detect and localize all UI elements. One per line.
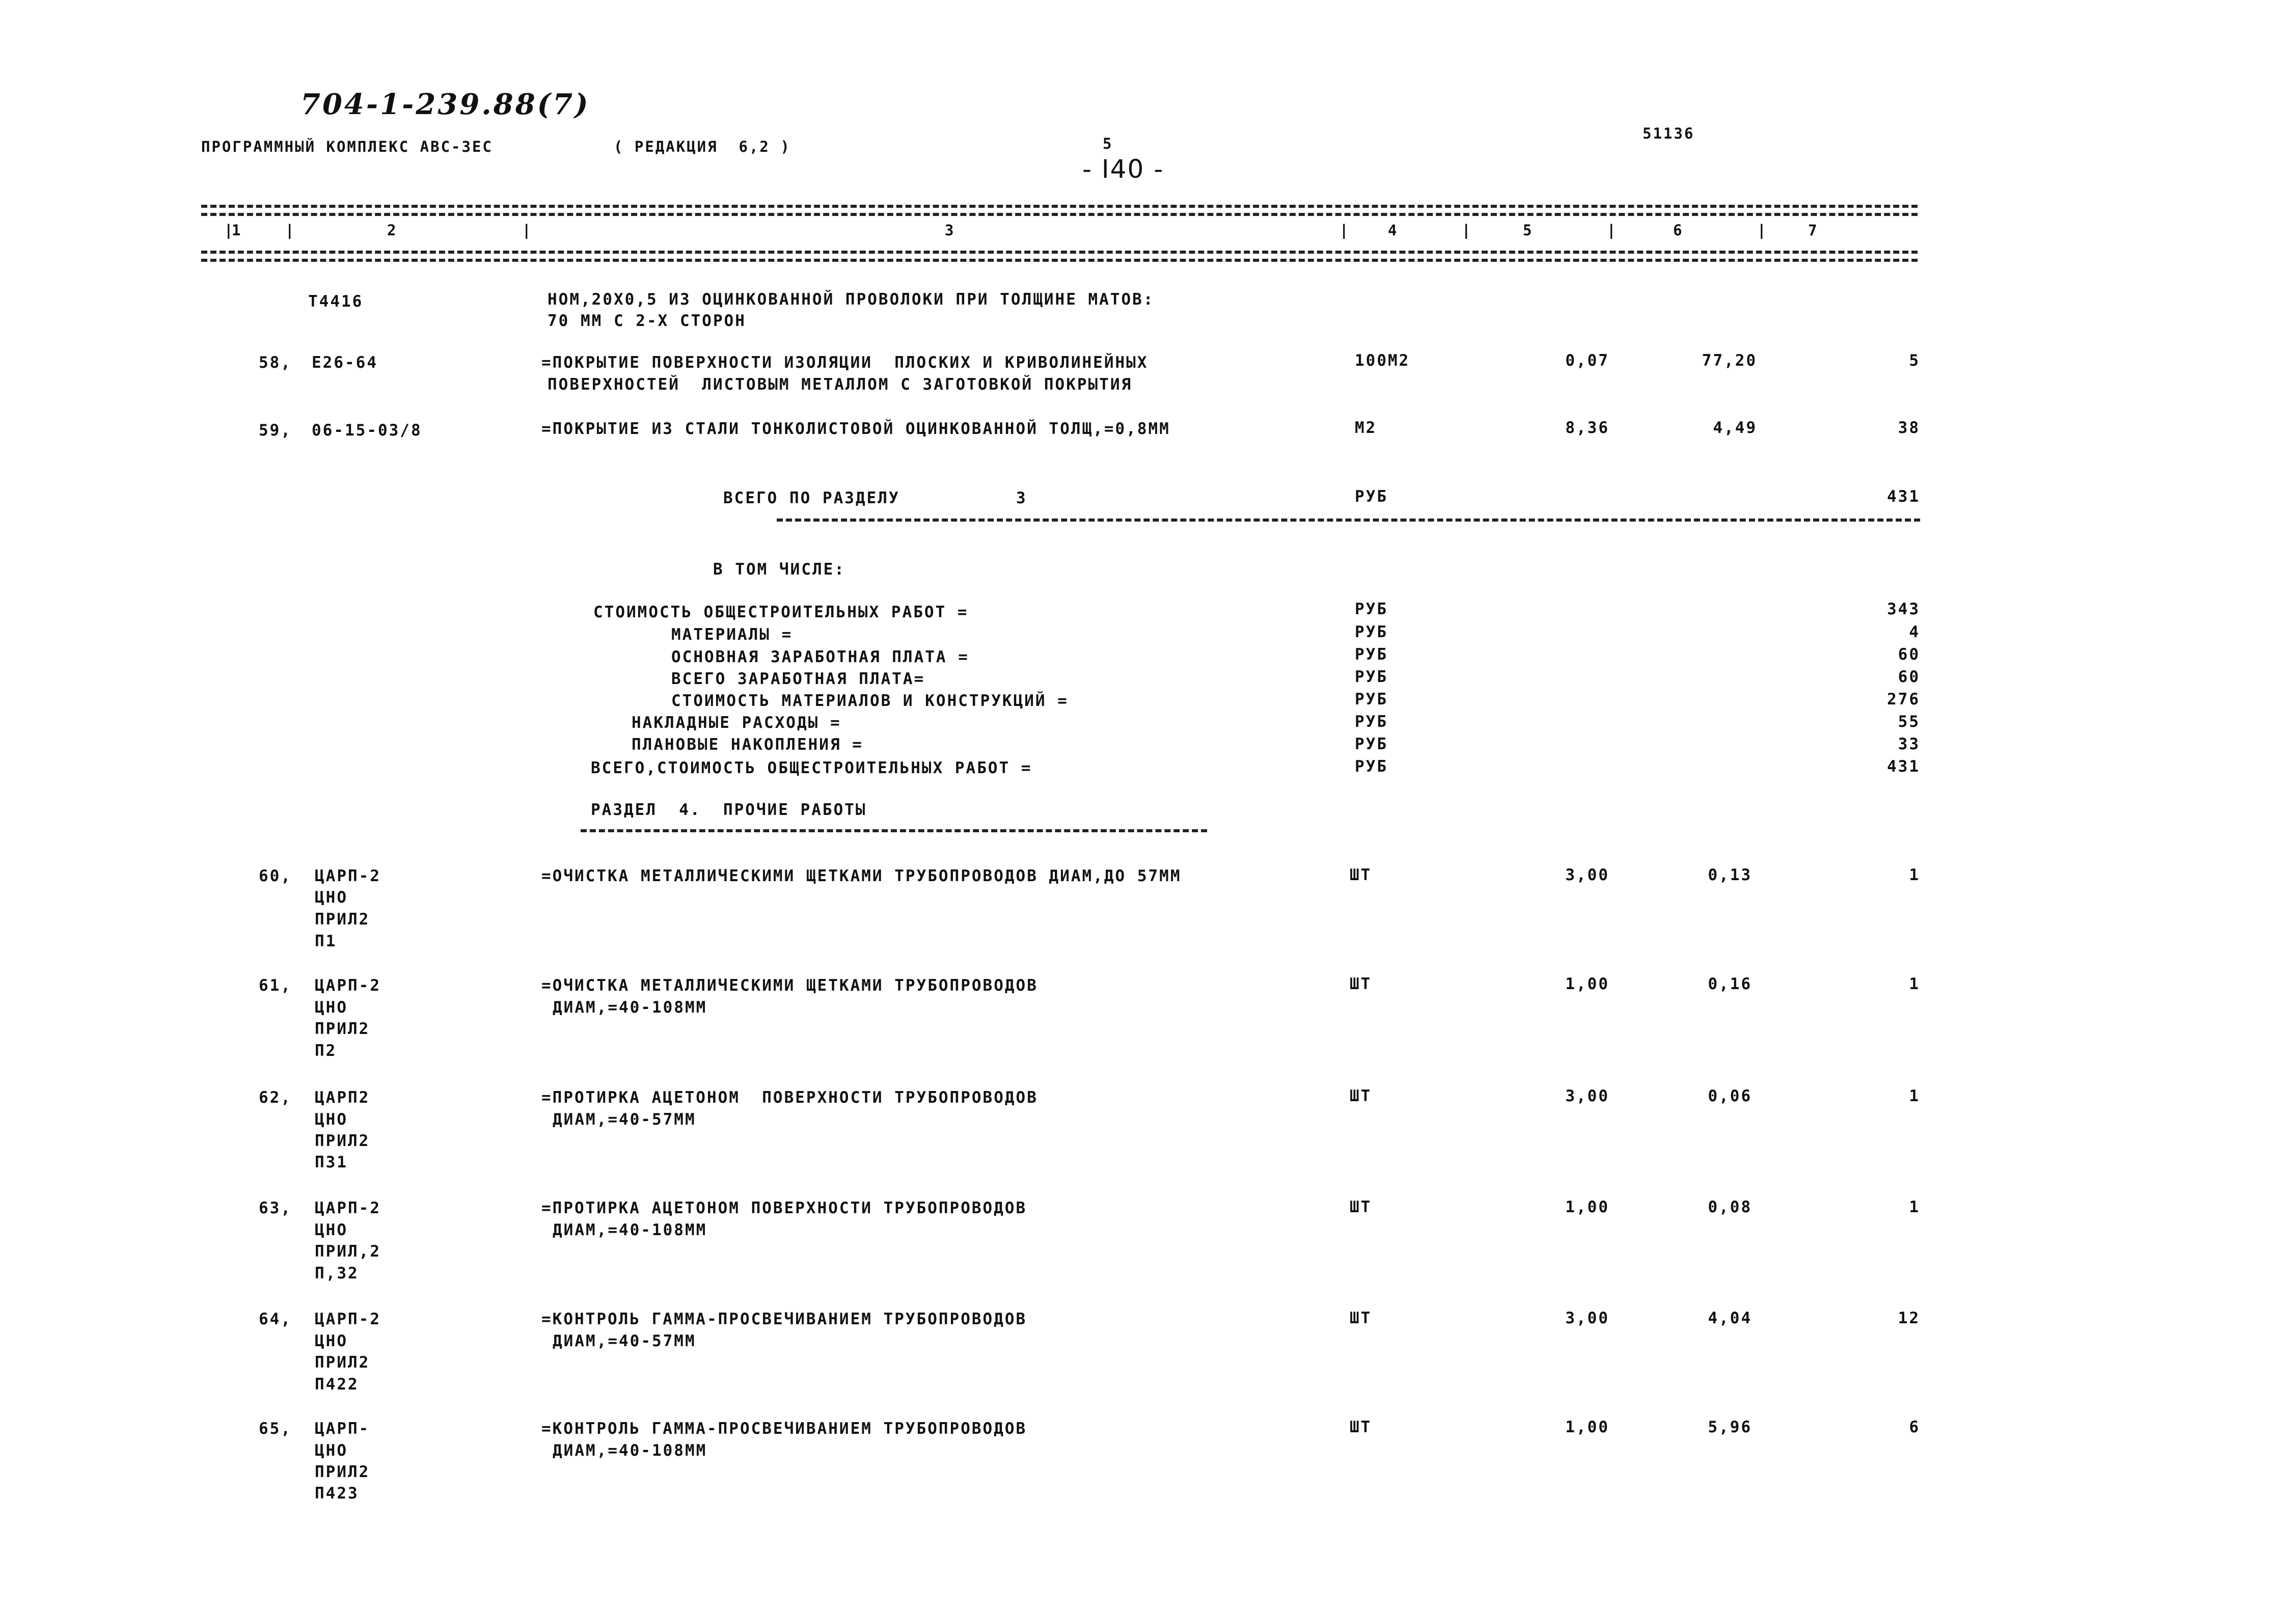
rule-header-bottom-2 [201, 259, 1918, 262]
section-title: РАЗДЕЛ 4. ПРОЧИЕ РАБОТЫ [591, 801, 867, 819]
col-header-4: 4 [1388, 222, 1399, 239]
row-price: 77,20 [1702, 351, 1757, 370]
including-item-value: 33 [1898, 735, 1920, 753]
item-code-line: ЦНО [315, 888, 348, 907]
item-code-line: ЦНО [315, 1441, 348, 1460]
including-title: В ТОМ ЧИСЛЕ: [713, 560, 845, 579]
page-number: - I40 - [1082, 154, 1164, 184]
item-code-line: ПРИЛ2 [315, 1463, 370, 1481]
item-code-line: ЦАРП- [315, 1420, 370, 1438]
row-description: =ПОКРЫТИЕ ПОВЕРХНОСТИ ИЗОЛЯЦИИ ПЛОСКИХ И КРИВОЛИНЕЙНЫХ [541, 353, 1149, 372]
item-quantity: 3,00 [1565, 866, 1609, 884]
header-number-5: 5 [1103, 135, 1113, 152]
item-number: 61, [259, 976, 292, 995]
item-code-line: П422 [315, 1375, 359, 1394]
including-item-label: ОСНОВНАЯ ЗАРАБОТНАЯ ПЛАТА = [671, 648, 969, 666]
item-quantity: 1,00 [1565, 1418, 1609, 1436]
item-code-line: П,32 [315, 1264, 359, 1283]
item-price: 0,08 [1708, 1198, 1752, 1216]
item-total: 12 [1898, 1309, 1920, 1327]
including-item-label: НАКЛАДНЫЕ РАСХОДЫ = [632, 714, 841, 732]
rule-header-bottom-1 [201, 251, 1918, 254]
item-description-cont: ДИАМ,=40-57ММ [553, 1110, 696, 1129]
item-number: 62, [259, 1088, 292, 1107]
item-description: =КОНТРОЛЬ ГАММА-ПРОСВЕЧИВАНИЕМ ТРУБОПРОВОДОВ [541, 1310, 1027, 1328]
item-description-cont: ДИАМ,=40-108ММ [553, 1221, 707, 1239]
item-code-line: ЦАРП-2 [315, 976, 381, 995]
section-total-label: ВСЕГО ПО РАЗДЕЛУ [723, 489, 900, 507]
col-header-6: 6 [1673, 222, 1684, 239]
item-total: 1 [1909, 1198, 1920, 1216]
including-item-label: СТОИМОСТЬ МАТЕРИАЛОВ И КОНСТРУКЦИЙ = [671, 692, 1069, 710]
item-code-line: ПРИЛ2 [315, 1353, 370, 1372]
col-sep-c: | [522, 222, 531, 239]
item-code-line: ПРИЛ2 [315, 1020, 370, 1038]
item-number: 64, [259, 1310, 292, 1328]
handwritten-code: 704-1-239.88(7) [300, 88, 590, 121]
including-item-label: ПЛАНОВЫЕ НАКОПЛЕНИЯ = [632, 735, 863, 754]
col-sep-e: | [1462, 222, 1471, 239]
including-item-unit: РУБ [1355, 713, 1388, 731]
rule-top-2 [201, 213, 1918, 216]
item-code-line: ЦАРП2 [315, 1088, 370, 1107]
item-code-line: П2 [315, 1042, 337, 1060]
including-item-label: ВСЕГО,СТОИМОСТЬ ОБЩЕСТРОИТЕЛЬНЫХ РАБОТ = [591, 759, 1032, 777]
program-edition: ( РЕДАКЦИЯ 6,2 ) [614, 138, 791, 155]
col-sep-d: | [1340, 222, 1349, 239]
row-total: 38 [1898, 419, 1920, 437]
including-item-unit: РУБ [1355, 690, 1388, 708]
item-unit: ШТ [1350, 866, 1372, 884]
item-quantity: 1,00 [1565, 975, 1609, 993]
item-description: =ОЧИСТКА МЕТАЛЛИЧЕСКИМИ ЩЕТКАМИ ТРУБОПРОВОДОВ [541, 976, 1038, 995]
item-quantity: 1,00 [1565, 1198, 1609, 1216]
item-unit: ШТ [1350, 1087, 1372, 1105]
col-sep-g: | [1757, 222, 1766, 239]
including-item-value: 60 [1898, 668, 1920, 686]
item-code-line: ПРИЛ2 [315, 1132, 370, 1150]
including-item-value: 55 [1898, 713, 1920, 731]
item-code-line: П31 [315, 1153, 348, 1171]
item-code-line: П1 [315, 932, 337, 950]
row-unit: М2 [1355, 419, 1377, 437]
including-item-value: 60 [1898, 645, 1920, 664]
including-item-value: 343 [1887, 600, 1920, 618]
item-code-line: ЦНО [315, 1110, 348, 1129]
item-code-line: П423 [315, 1484, 359, 1503]
item-price: 4,04 [1708, 1309, 1752, 1327]
row-description-cont: 70 ММ С 2-Х СТОРОН [548, 312, 746, 330]
col-sep-b: | [285, 222, 294, 239]
including-item-unit: РУБ [1355, 623, 1388, 641]
row-description: НОМ,20Х0,5 ИЗ ОЦИНКОВАННОЙ ПРОВОЛОКИ ПРИ ТОЛЩИНЕ МАТОВ: [548, 290, 1155, 309]
including-item-label: ВСЕГО ЗАРАБОТНАЯ ПЛАТА= [671, 670, 925, 688]
including-item-label: СТОИМОСТЬ ОБЩЕСТРОИТЕЛЬНЫХ РАБОТ = [593, 603, 969, 621]
item-quantity: 3,00 [1565, 1309, 1609, 1327]
item-price: 0,06 [1708, 1087, 1752, 1105]
section-title-rule [581, 829, 1207, 832]
col-header-5: 5 [1523, 222, 1534, 239]
col-sep-a: | [224, 222, 233, 239]
item-total: 1 [1909, 866, 1920, 884]
item-code-line: ЦАРП-2 [315, 1310, 381, 1328]
including-item-value: 4 [1909, 623, 1920, 641]
col-header-7: 7 [1808, 222, 1819, 239]
item-total: 1 [1909, 1087, 1920, 1105]
row-total: 5 [1909, 351, 1920, 370]
including-item-unit: РУБ [1355, 735, 1388, 753]
row-price: 4,49 [1713, 419, 1757, 437]
rule-top-1 [201, 205, 1918, 208]
including-item-unit: РУБ [1355, 757, 1388, 776]
item-description: =КОНТРОЛЬ ГАММА-ПРОСВЕЧИВАНИЕМ ТРУБОПРОВОДОВ [541, 1420, 1027, 1438]
item-number: 60, [259, 867, 292, 885]
item-code-line: ПРИЛ,2 [315, 1242, 381, 1261]
item-code-line: ЦАРП-2 [315, 867, 381, 885]
item-code-line: ПРИЛ2 [315, 910, 370, 929]
item-description: =ПРОТИРКА АЦЕТОНОМ ПОВЕРХНОСТИ ТРУБОПРОВОДОВ [541, 1199, 1027, 1217]
row-number: 59, [259, 421, 292, 440]
item-code-line: ЦНО [315, 998, 348, 1017]
including-item-unit: РУБ [1355, 645, 1388, 664]
col-header-3: 3 [945, 222, 955, 239]
section-total-unit: РУБ [1355, 487, 1388, 506]
item-unit: ШТ [1350, 1418, 1372, 1436]
including-item-value: 276 [1887, 690, 1920, 708]
item-unit: ШТ [1350, 1198, 1372, 1216]
program-name: ПРОГРАММНЫЙ КОМПЛЕКС АВС-3ЕС [201, 138, 493, 155]
row-quantity: 0,07 [1565, 351, 1609, 370]
item-description: =ОЧИСТКА МЕТАЛЛИЧЕСКИМИ ЩЕТКАМИ ТРУБОПРОВОДОВ ДИАМ,ДО 57ММ [541, 867, 1182, 885]
col-sep-f: | [1607, 222, 1616, 239]
including-item-unit: РУБ [1355, 668, 1388, 686]
item-price: 0,13 [1708, 866, 1752, 884]
row-code: 06-15-03/8 [312, 421, 422, 440]
item-total: 1 [1909, 975, 1920, 993]
section-total-rule [777, 519, 1920, 522]
item-total: 6 [1909, 1418, 1920, 1436]
including-item-value: 431 [1887, 757, 1920, 776]
item-number: 63, [259, 1199, 292, 1217]
item-code-line: ЦАРП-2 [315, 1199, 381, 1217]
item-code-line: ЦНО [315, 1332, 348, 1350]
item-unit: ШТ [1350, 1309, 1372, 1327]
item-description-cont: ДИАМ,=40-57ММ [553, 1332, 696, 1350]
item-description-cont: ДИАМ,=40-108ММ [553, 998, 707, 1017]
item-description: =ПРОТИРКА АЦЕТОНОМ ПОВЕРХНОСТИ ТРУБОПРОВОДОВ [541, 1088, 1038, 1107]
item-quantity: 3,00 [1565, 1087, 1609, 1105]
col-header-2: 2 [387, 222, 398, 239]
including-item-unit: РУБ [1355, 600, 1388, 618]
row-unit: 100М2 [1355, 351, 1410, 370]
item-price: 5,96 [1708, 1418, 1752, 1436]
item-code-line: ЦНО [315, 1221, 348, 1239]
section-total-value: 431 [1887, 487, 1920, 506]
row-code: Е26-64 [312, 353, 378, 372]
item-number: 65, [259, 1420, 292, 1438]
row-code: Т4416 [308, 292, 364, 311]
item-price: 0,16 [1708, 975, 1752, 993]
row-description-cont: ПОВЕРХНОСТЕЙ ЛИСТОВЫМ МЕТАЛЛОМ С ЗАГОТОВКОЙ ПОКРЫТИЯ [548, 375, 1133, 394]
section-total-number: 3 [1016, 489, 1027, 507]
including-item-label: МАТЕРИАЛЫ = [671, 625, 793, 644]
row-number: 58, [259, 353, 292, 372]
col-header-1: 1 [232, 222, 242, 239]
document-number: 51136 [1643, 125, 1695, 142]
row-quantity: 8,36 [1565, 419, 1609, 437]
row-description: =ПОКРЫТИЕ ИЗ СТАЛИ ТОНКОЛИСТОВОЙ ОЦИНКОВАННОЙ ТОЛЩ,=0,8ММ [541, 420, 1170, 438]
item-unit: ШТ [1350, 975, 1372, 993]
item-description-cont: ДИАМ,=40-108ММ [553, 1441, 707, 1460]
